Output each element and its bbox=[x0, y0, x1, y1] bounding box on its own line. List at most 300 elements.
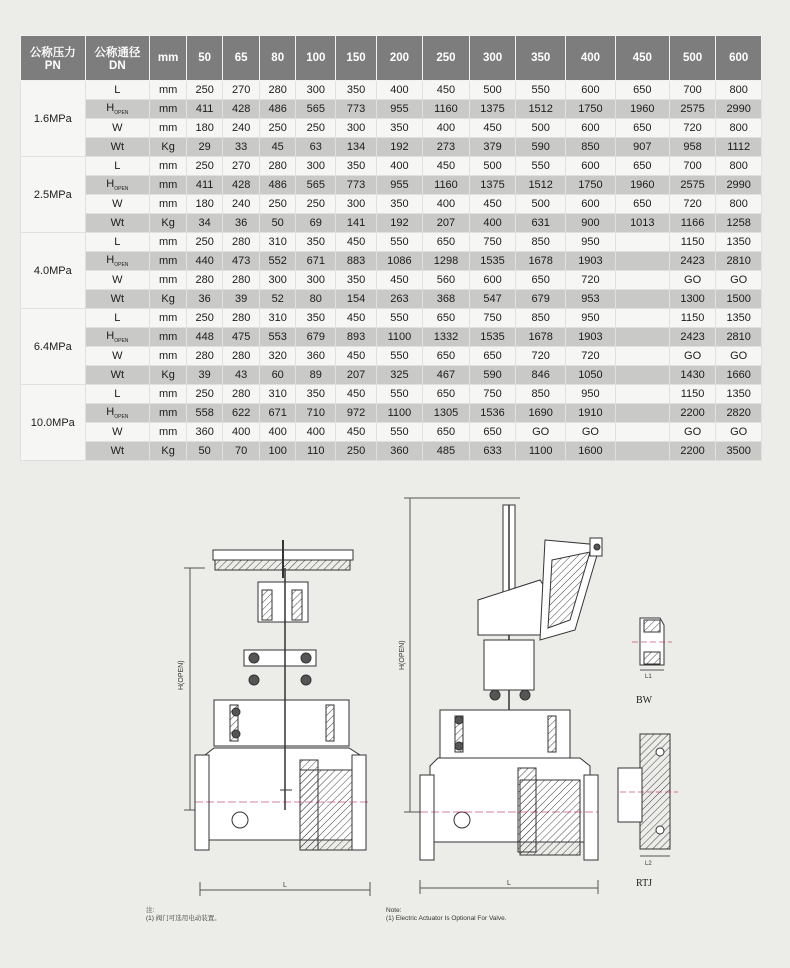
value-cell: 270 bbox=[223, 81, 260, 100]
value-cell: 310 bbox=[260, 233, 296, 252]
value-cell: 280 bbox=[260, 81, 296, 100]
param-cell: $H_{OPEN}$ bbox=[85, 404, 150, 423]
value-cell: 43 bbox=[223, 366, 260, 385]
value-cell: 565 bbox=[296, 100, 336, 119]
right-height-label: H(OPEN) bbox=[399, 640, 406, 670]
pn-cell: 6.4MPa bbox=[21, 309, 86, 385]
value-cell: 400 bbox=[376, 157, 423, 176]
value-cell: 300 bbox=[296, 271, 336, 290]
header-dn-300: 300 bbox=[469, 36, 516, 81]
table-row bbox=[21, 385, 762, 404]
value-cell: 633 bbox=[469, 442, 516, 461]
header-dn-400: 400 bbox=[566, 36, 616, 81]
value-cell: 350 bbox=[336, 157, 376, 176]
param-cell: $H_{OPEN}$ bbox=[85, 328, 150, 347]
value-cell: 773 bbox=[336, 176, 376, 195]
header-dn-200: 200 bbox=[376, 36, 423, 81]
value-cell: 411 bbox=[187, 100, 223, 119]
value-cell: 883 bbox=[336, 252, 376, 271]
value-cell: 428 bbox=[223, 100, 260, 119]
value-cell bbox=[615, 309, 669, 328]
value-cell: 250 bbox=[260, 119, 296, 138]
header-unit: mm bbox=[150, 36, 187, 81]
value-cell: 1375 bbox=[469, 176, 516, 195]
value-cell: 1160 bbox=[423, 176, 470, 195]
unit-cell: mm bbox=[150, 252, 187, 271]
value-cell: 720 bbox=[516, 347, 566, 366]
value-cell: 1535 bbox=[469, 252, 516, 271]
value-cell: 52 bbox=[260, 290, 296, 309]
value-cell: 2423 bbox=[669, 328, 716, 347]
value-cell: 1305 bbox=[423, 404, 470, 423]
value-cell: 907 bbox=[615, 138, 669, 157]
value-cell: 1960 bbox=[615, 176, 669, 195]
value-cell: 720 bbox=[669, 195, 716, 214]
table-row bbox=[21, 138, 762, 157]
value-cell: 486 bbox=[260, 100, 296, 119]
value-cell: 250 bbox=[296, 195, 336, 214]
value-cell: 280 bbox=[223, 347, 260, 366]
value-cell: 1350 bbox=[716, 233, 762, 252]
value-cell: 400 bbox=[296, 423, 336, 442]
header-dn-500: 500 bbox=[669, 36, 716, 81]
value-cell: 631 bbox=[516, 214, 566, 233]
value-cell: 310 bbox=[260, 385, 296, 404]
bw-end-detail bbox=[632, 618, 672, 706]
value-cell: 720 bbox=[566, 271, 616, 290]
value-cell: 1660 bbox=[716, 366, 762, 385]
table-row bbox=[21, 252, 762, 271]
value-cell: 1750 bbox=[566, 100, 616, 119]
value-cell: 350 bbox=[336, 271, 376, 290]
table-row bbox=[21, 290, 762, 309]
value-cell: 1350 bbox=[716, 385, 762, 404]
value-cell bbox=[615, 366, 669, 385]
unit-cell: mm bbox=[150, 119, 187, 138]
value-cell: 450 bbox=[336, 385, 376, 404]
value-cell: 850 bbox=[516, 385, 566, 404]
table-row bbox=[21, 176, 762, 195]
unit-cell: Kg bbox=[150, 290, 187, 309]
unit-cell: mm bbox=[150, 100, 187, 119]
value-cell: 100 bbox=[260, 442, 296, 461]
value-cell: 250 bbox=[187, 309, 223, 328]
value-cell: 590 bbox=[516, 138, 566, 157]
value-cell bbox=[615, 252, 669, 271]
unit-cell: mm bbox=[150, 233, 187, 252]
value-cell: GO bbox=[669, 347, 716, 366]
pn-cell: 10.0MPa bbox=[21, 385, 86, 461]
value-cell: 280 bbox=[223, 309, 260, 328]
value-cell: 650 bbox=[469, 347, 516, 366]
value-cell: 360 bbox=[187, 423, 223, 442]
param-cell: W bbox=[85, 195, 150, 214]
value-cell: 250 bbox=[187, 233, 223, 252]
value-cell: 141 bbox=[336, 214, 376, 233]
value-cell: 1600 bbox=[566, 442, 616, 461]
value-cell: 955 bbox=[376, 176, 423, 195]
value-cell: 1512 bbox=[516, 100, 566, 119]
value-cell: 590 bbox=[469, 366, 516, 385]
value-cell: 671 bbox=[296, 252, 336, 271]
value-cell: 89 bbox=[296, 366, 336, 385]
value-cell: 154 bbox=[336, 290, 376, 309]
value-cell: 1903 bbox=[566, 252, 616, 271]
value-cell: 350 bbox=[296, 385, 336, 404]
value-cell: 29 bbox=[187, 138, 223, 157]
unit-cell: mm bbox=[150, 404, 187, 423]
value-cell: 450 bbox=[469, 119, 516, 138]
value-cell: 1678 bbox=[516, 328, 566, 347]
unit-cell: Kg bbox=[150, 214, 187, 233]
param-cell: Wt bbox=[85, 366, 150, 385]
param-cell: Wt bbox=[85, 290, 150, 309]
value-cell: 1690 bbox=[516, 404, 566, 423]
rtj-end-detail bbox=[618, 734, 678, 889]
value-cell bbox=[615, 328, 669, 347]
value-cell: 953 bbox=[566, 290, 616, 309]
value-cell: 2575 bbox=[669, 176, 716, 195]
value-cell: 325 bbox=[376, 366, 423, 385]
value-cell: 558 bbox=[187, 404, 223, 423]
value-cell: 500 bbox=[516, 195, 566, 214]
value-cell: 2990 bbox=[716, 176, 762, 195]
value-cell: 69 bbox=[296, 214, 336, 233]
param-cell: W bbox=[85, 423, 150, 442]
value-cell: 1430 bbox=[669, 366, 716, 385]
value-cell: 950 bbox=[566, 309, 616, 328]
value-cell: 1112 bbox=[716, 138, 762, 157]
value-cell: 448 bbox=[187, 328, 223, 347]
value-cell: 1166 bbox=[669, 214, 716, 233]
value-cell: 1536 bbox=[469, 404, 516, 423]
param-cell: W bbox=[85, 347, 150, 366]
value-cell: 2810 bbox=[716, 252, 762, 271]
unit-cell: mm bbox=[150, 328, 187, 347]
gear-valve-drawing bbox=[399, 498, 602, 894]
value-cell: 1300 bbox=[669, 290, 716, 309]
table-row bbox=[21, 214, 762, 233]
header-dn: 公称通径 DN bbox=[85, 36, 150, 81]
value-cell: 280 bbox=[223, 385, 260, 404]
value-cell: 400 bbox=[223, 423, 260, 442]
value-cell: 486 bbox=[260, 176, 296, 195]
value-cell: 440 bbox=[187, 252, 223, 271]
pn-cell: 1.6MPa bbox=[21, 81, 86, 157]
value-cell: 550 bbox=[376, 385, 423, 404]
value-cell: 1150 bbox=[669, 385, 716, 404]
value-cell: 1512 bbox=[516, 176, 566, 195]
bw-label: BW bbox=[636, 695, 653, 706]
value-cell: 1150 bbox=[669, 233, 716, 252]
value-cell: 1350 bbox=[716, 309, 762, 328]
value-cell: 500 bbox=[469, 157, 516, 176]
value-cell: 1100 bbox=[516, 442, 566, 461]
param-cell: L bbox=[85, 233, 150, 252]
value-cell: 2200 bbox=[669, 442, 716, 461]
value-cell: 280 bbox=[187, 271, 223, 290]
value-cell: 500 bbox=[469, 81, 516, 100]
value-cell: 36 bbox=[223, 214, 260, 233]
param-cell: $H_{OPEN}$ bbox=[85, 252, 150, 271]
value-cell: 600 bbox=[566, 157, 616, 176]
rtj-dim: L2 bbox=[645, 861, 652, 867]
unit-cell: mm bbox=[150, 176, 187, 195]
value-cell: 450 bbox=[336, 233, 376, 252]
value-cell: 450 bbox=[423, 81, 470, 100]
value-cell: GO bbox=[716, 271, 762, 290]
table-row bbox=[21, 328, 762, 347]
value-cell bbox=[615, 347, 669, 366]
value-cell: 2423 bbox=[669, 252, 716, 271]
table-row bbox=[21, 157, 762, 176]
value-cell: 622 bbox=[223, 404, 260, 423]
value-cell: 850 bbox=[516, 233, 566, 252]
value-cell bbox=[615, 423, 669, 442]
value-cell: 300 bbox=[296, 81, 336, 100]
value-cell: 1100 bbox=[376, 404, 423, 423]
value-cell: 180 bbox=[187, 195, 223, 214]
value-cell: 650 bbox=[423, 423, 470, 442]
note-en: Note: (1) Electric Actuator Is Optional For Valve. bbox=[386, 907, 507, 922]
value-cell: 720 bbox=[566, 347, 616, 366]
value-cell: 400 bbox=[260, 423, 296, 442]
value-cell: 547 bbox=[469, 290, 516, 309]
value-cell: 300 bbox=[260, 271, 296, 290]
value-cell bbox=[615, 442, 669, 461]
value-cell: 450 bbox=[469, 195, 516, 214]
value-cell: 650 bbox=[615, 119, 669, 138]
value-cell: GO bbox=[566, 423, 616, 442]
value-cell: 467 bbox=[423, 366, 470, 385]
table-row bbox=[21, 442, 762, 461]
value-cell: 650 bbox=[423, 385, 470, 404]
unit-cell: mm bbox=[150, 195, 187, 214]
table-header-row bbox=[21, 36, 762, 81]
value-cell: 300 bbox=[336, 119, 376, 138]
value-cell: 34 bbox=[187, 214, 223, 233]
value-cell: 63 bbox=[296, 138, 336, 157]
left-length-label: L bbox=[283, 882, 287, 889]
value-cell: 350 bbox=[376, 195, 423, 214]
value-cell: 280 bbox=[223, 271, 260, 290]
value-cell: 350 bbox=[296, 309, 336, 328]
value-cell: 360 bbox=[296, 347, 336, 366]
header-dn-80: 80 bbox=[260, 36, 296, 81]
value-cell: 600 bbox=[566, 195, 616, 214]
unit-cell: Kg bbox=[150, 442, 187, 461]
value-cell: 450 bbox=[336, 309, 376, 328]
value-cell: 473 bbox=[223, 252, 260, 271]
value-cell: 36 bbox=[187, 290, 223, 309]
value-cell: 850 bbox=[516, 309, 566, 328]
value-cell: 900 bbox=[566, 214, 616, 233]
value-cell: 600 bbox=[566, 81, 616, 100]
value-cell: 553 bbox=[260, 328, 296, 347]
value-cell: 280 bbox=[187, 347, 223, 366]
value-cell: 1375 bbox=[469, 100, 516, 119]
value-cell: 400 bbox=[423, 195, 470, 214]
table-row bbox=[21, 423, 762, 442]
value-cell: 80 bbox=[296, 290, 336, 309]
value-cell: 50 bbox=[187, 442, 223, 461]
pn-cell: 2.5MPa bbox=[21, 157, 86, 233]
value-cell: 1535 bbox=[469, 328, 516, 347]
value-cell: 263 bbox=[376, 290, 423, 309]
value-cell: 650 bbox=[516, 271, 566, 290]
value-cell: GO bbox=[716, 423, 762, 442]
pn-cell: 4.0MPa bbox=[21, 233, 86, 309]
value-cell: 500 bbox=[516, 119, 566, 138]
left-height-label: H(OPEN) bbox=[178, 660, 185, 690]
value-cell: 270 bbox=[223, 157, 260, 176]
value-cell: 400 bbox=[423, 119, 470, 138]
value-cell: 800 bbox=[716, 195, 762, 214]
value-cell: GO bbox=[516, 423, 566, 442]
value-cell: 1332 bbox=[423, 328, 470, 347]
value-cell: 250 bbox=[187, 157, 223, 176]
value-cell bbox=[615, 233, 669, 252]
value-cell: 671 bbox=[260, 404, 296, 423]
value-cell: 679 bbox=[296, 328, 336, 347]
unit-cell: mm bbox=[150, 347, 187, 366]
value-cell: 972 bbox=[336, 404, 376, 423]
unit-cell: Kg bbox=[150, 366, 187, 385]
value-cell: 428 bbox=[223, 176, 260, 195]
value-cell: 1013 bbox=[615, 214, 669, 233]
unit-cell: mm bbox=[150, 271, 187, 290]
value-cell: 1910 bbox=[566, 404, 616, 423]
value-cell: 1678 bbox=[516, 252, 566, 271]
value-cell: 300 bbox=[296, 157, 336, 176]
header-dn-50: 50 bbox=[187, 36, 223, 81]
value-cell: 70 bbox=[223, 442, 260, 461]
table-row bbox=[21, 347, 762, 366]
value-cell: 750 bbox=[469, 233, 516, 252]
value-cell: 475 bbox=[223, 328, 260, 347]
unit-cell: mm bbox=[150, 309, 187, 328]
value-cell: 2575 bbox=[669, 100, 716, 119]
value-cell: 955 bbox=[376, 100, 423, 119]
value-cell: 700 bbox=[669, 81, 716, 100]
value-cell: 846 bbox=[516, 366, 566, 385]
value-cell: 1960 bbox=[615, 100, 669, 119]
unit-cell: Kg bbox=[150, 138, 187, 157]
param-cell: Wt bbox=[85, 442, 150, 461]
value-cell: 411 bbox=[187, 176, 223, 195]
handwheel-valve-drawing bbox=[178, 540, 370, 896]
value-cell: 550 bbox=[516, 157, 566, 176]
value-cell: 450 bbox=[423, 157, 470, 176]
value-cell: 1050 bbox=[566, 366, 616, 385]
table-row bbox=[21, 233, 762, 252]
value-cell: 350 bbox=[376, 119, 423, 138]
value-cell: 1160 bbox=[423, 100, 470, 119]
value-cell: 958 bbox=[669, 138, 716, 157]
value-cell: 400 bbox=[376, 81, 423, 100]
value-cell: 550 bbox=[516, 81, 566, 100]
value-cell: 1500 bbox=[716, 290, 762, 309]
header-dn-65: 65 bbox=[223, 36, 260, 81]
table-row bbox=[21, 404, 762, 423]
value-cell: 650 bbox=[615, 81, 669, 100]
value-cell: 550 bbox=[376, 233, 423, 252]
table-row bbox=[21, 366, 762, 385]
value-cell: 720 bbox=[669, 119, 716, 138]
value-cell: 207 bbox=[336, 366, 376, 385]
value-cell: 250 bbox=[336, 442, 376, 461]
value-cell: 207 bbox=[423, 214, 470, 233]
unit-cell: mm bbox=[150, 423, 187, 442]
table-row bbox=[21, 271, 762, 290]
value-cell bbox=[615, 404, 669, 423]
param-cell: $H_{OPEN}$ bbox=[85, 100, 150, 119]
header-dn-350: 350 bbox=[516, 36, 566, 81]
value-cell: 600 bbox=[566, 119, 616, 138]
header-dn-150: 150 bbox=[336, 36, 376, 81]
value-cell: 60 bbox=[260, 366, 296, 385]
value-cell: 550 bbox=[376, 423, 423, 442]
header-dn-250: 250 bbox=[423, 36, 470, 81]
value-cell: 893 bbox=[336, 328, 376, 347]
note-cn: 注: (1) 阀门可选用电动装置。 bbox=[146, 907, 221, 922]
value-cell: 192 bbox=[376, 214, 423, 233]
value-cell: 273 bbox=[423, 138, 470, 157]
value-cell: 679 bbox=[516, 290, 566, 309]
param-cell: $H_{OPEN}$ bbox=[85, 176, 150, 195]
value-cell: 310 bbox=[260, 309, 296, 328]
value-cell bbox=[615, 290, 669, 309]
value-cell: 950 bbox=[566, 385, 616, 404]
value-cell: 1750 bbox=[566, 176, 616, 195]
value-cell: 360 bbox=[376, 442, 423, 461]
table-row bbox=[21, 100, 762, 119]
bw-dim: L1 bbox=[645, 674, 652, 680]
rtj-label: RTJ bbox=[636, 878, 653, 889]
param-cell: W bbox=[85, 271, 150, 290]
value-cell: 280 bbox=[260, 157, 296, 176]
value-cell: 1086 bbox=[376, 252, 423, 271]
value-cell: 750 bbox=[469, 385, 516, 404]
value-cell: 700 bbox=[669, 157, 716, 176]
value-cell: 1298 bbox=[423, 252, 470, 271]
value-cell: 280 bbox=[223, 233, 260, 252]
value-cell: 800 bbox=[716, 157, 762, 176]
value-cell: 400 bbox=[469, 214, 516, 233]
value-cell: 773 bbox=[336, 100, 376, 119]
value-cell bbox=[615, 385, 669, 404]
dimension-table bbox=[20, 35, 762, 461]
param-cell: L bbox=[85, 157, 150, 176]
value-cell: 350 bbox=[296, 233, 336, 252]
value-cell: 710 bbox=[296, 404, 336, 423]
table-row bbox=[21, 81, 762, 100]
value-cell: 33 bbox=[223, 138, 260, 157]
table-body bbox=[21, 81, 762, 461]
value-cell: 250 bbox=[296, 119, 336, 138]
value-cell: 600 bbox=[469, 271, 516, 290]
unit-cell: mm bbox=[150, 157, 187, 176]
table-row bbox=[21, 195, 762, 214]
value-cell: 1903 bbox=[566, 328, 616, 347]
value-cell: 650 bbox=[423, 309, 470, 328]
value-cell: 550 bbox=[376, 309, 423, 328]
value-cell: 650 bbox=[423, 233, 470, 252]
value-cell: 650 bbox=[423, 347, 470, 366]
value-cell: 350 bbox=[336, 81, 376, 100]
valve-drawings bbox=[0, 490, 790, 968]
header-dn-600: 600 bbox=[716, 36, 762, 81]
